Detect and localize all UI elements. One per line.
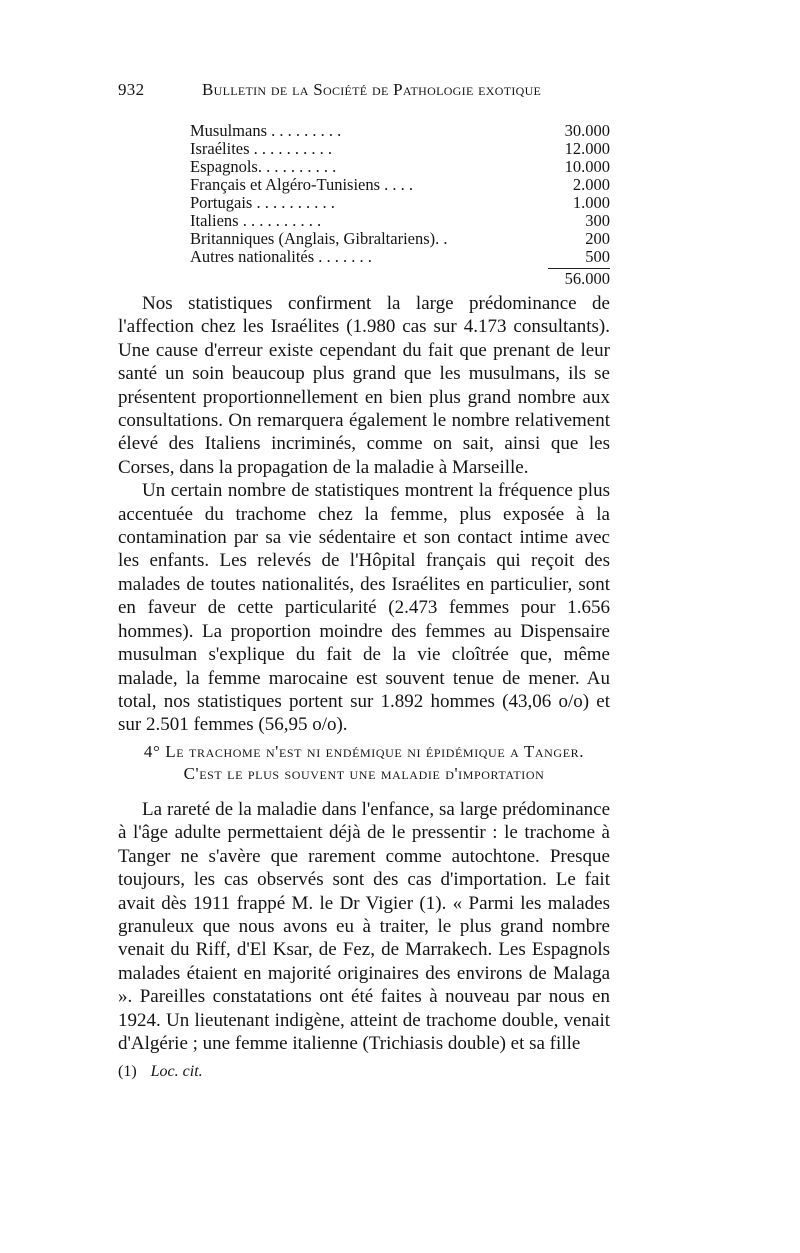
section-heading — [118, 741, 610, 785]
row-value: 300 — [585, 211, 610, 230]
row-label: Britanniques (Anglais, Gibraltariens). . — [190, 229, 448, 248]
row-value: 2.000 — [572, 175, 610, 194]
table-row — [190, 122, 610, 140]
paragraph: Un certain nombre de statistiques montrent la fréquence plus accentuée du trachome chez la femme, plus exposée à la contamination par sa vie sédentaire et son contact intime avec les enfants. Les relevés de l'Hôpital français qui reçoit des malades de toutes nationalités, des Israélites en particulier, sont en faveur de cette particularité (2.473 femmes pour 1.656 hommes). La proportion moindre des femmes au Dispensaire musulman s'explique du fait de la vie cloîtrée que, même malade, la femme marocaine est souvent tenue de mener. Au total, nos statistiques portent sur 1.892 hommes (43,06 o/o) et sur 2.501 femmes (56,95 o/o). — [118, 480, 610, 736]
section-heading-line-2: C'est le plus souvent une maladie d'importation — [183, 764, 545, 783]
row-label: Autres nationalités . . . . . . . — [190, 247, 372, 266]
table-row — [190, 140, 610, 158]
footnote — [118, 1063, 203, 1081]
row-value: 1.000 — [572, 193, 610, 212]
row-label: Israélites . . . . . . . . . . — [190, 139, 333, 158]
table-row — [190, 230, 610, 248]
row-label: Français et Algéro-Tunisiens . . . . — [190, 175, 414, 194]
row-value: 500 — [585, 247, 610, 266]
nationality-table — [190, 122, 610, 288]
row-label: Musulmans . . . . . . . . . — [190, 121, 342, 140]
section-heading-line-1: 4° Le trachome n'est ni endémique ni épidémique a Tanger. — [143, 742, 585, 761]
row-label: Portugais . . . . . . . . . . — [190, 193, 335, 212]
row-label: Espagnols. . . . . . . . . . — [190, 157, 337, 176]
page-number: 932 — [118, 80, 145, 99]
row-value: 12.000 — [564, 139, 610, 158]
table-row — [190, 194, 610, 212]
table-row — [190, 248, 610, 266]
footnote-text: Loc. cit. — [150, 1063, 203, 1080]
row-value: 30.000 — [564, 121, 610, 140]
table-total-row — [190, 266, 610, 288]
footnote-marker: (1) — [118, 1063, 137, 1080]
paragraph: La rareté de la maladie dans l'enfance, sa large prédominance à l'âge adulte permettaient déjà de le pressentir : le trachome à Tanger ne s'avère que rarement comme autochtone. Presque toujours, les cas observés sont des cas d'importation. Le fait avait dès 1911 frappé M. le Dr Vigier (1). « Parmi les malades granuleux que nous avons eu à traiter, le plus grand nombre venait du Riff, d'El Ksar, de Fez, de Marrakech. Les Espagnols malades étaient en majorité originaires des environs de Malaga ». Pareilles constatations ont été faites à nouveau par nous en 1924. Un lieutenant indigène, atteint de trachome double, venait d'Algérie ; une femme italienne (Trichiasis double) et sa fille — [118, 799, 610, 1055]
row-label: Italiens . . . . . . . . . . — [190, 211, 322, 230]
journal-title: Bulletin de la Société de Pathologie exotique — [202, 80, 542, 99]
row-value: 10.000 — [564, 157, 610, 176]
table-row — [190, 176, 610, 194]
body-text-bottom — [118, 798, 610, 1055]
total-value: 56.000 — [564, 269, 610, 288]
paragraph: Nos statistiques confirment la large prédominance de l'affection chez les Israélites (1.980 cas sur 4.173 consultants). Une cause d'erreur existe cependant du fait que prenant de leur santé un soin beaucoup plus grand que les musulmans, ils se présentent proportionnellement en bien plus grand nombre aux consultations. On remarquera également le nombre relativement élevé des Italiens incriminés, comme on sait, ainsi que les Corses, dans la propagation de la maladie à Marseille. — [118, 293, 610, 478]
table-row — [190, 212, 610, 230]
body-text-top — [118, 292, 610, 737]
table-row — [190, 158, 610, 176]
row-value: 200 — [585, 229, 610, 248]
